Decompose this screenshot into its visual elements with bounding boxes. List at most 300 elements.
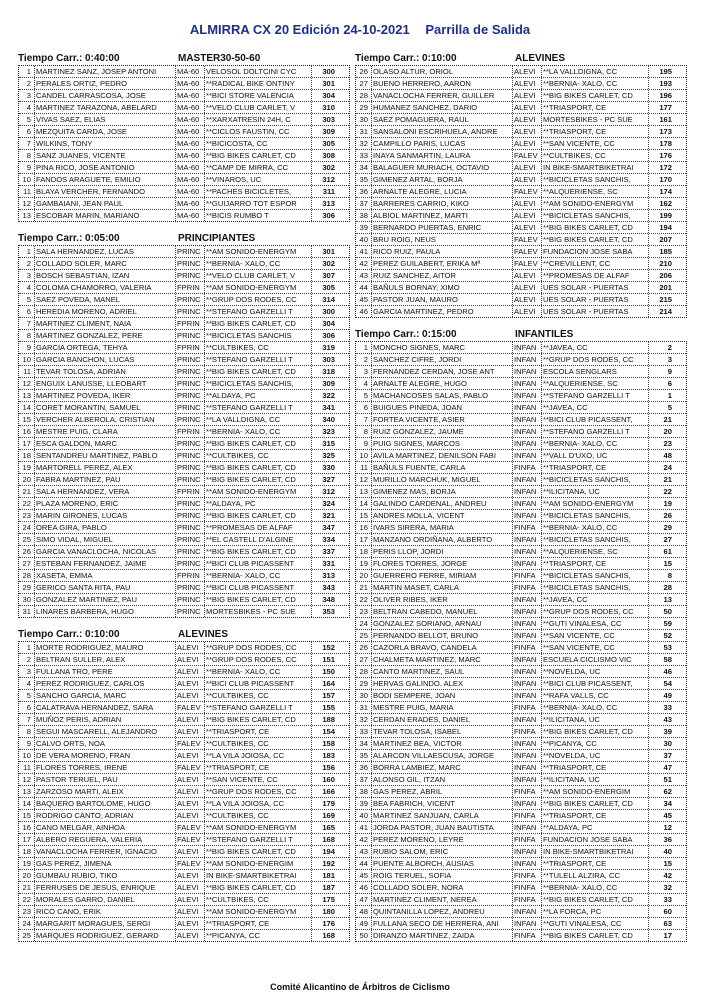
rider-name: BUENO HERRERO, AARON bbox=[372, 78, 513, 89]
start-position: 43 bbox=[356, 846, 372, 857]
rider-category: ALEVI bbox=[176, 798, 205, 809]
start-position: 28 bbox=[19, 570, 35, 581]
start-position: 1 bbox=[356, 342, 372, 353]
bib-number: 150 bbox=[322, 667, 335, 676]
rider-name: CORET MORANTIN, SAMUEL bbox=[35, 402, 176, 413]
bib-number: 177 bbox=[659, 103, 672, 112]
table-row bbox=[19, 546, 349, 558]
rider-name: BUIGUES PINEDA, JOAN bbox=[372, 402, 513, 413]
table-row bbox=[19, 282, 349, 294]
club-name: **BERNIA- XALO, CC bbox=[542, 702, 649, 713]
club-name: **BERNIA- XALO, CC bbox=[205, 666, 312, 677]
bib-number: 176 bbox=[322, 919, 335, 928]
start-position: 29 bbox=[356, 678, 372, 689]
rider-name: ALBERO REGUERA, VALERIA bbox=[35, 834, 176, 845]
start-grid-section bbox=[18, 52, 350, 222]
rider-category: FPRIN bbox=[176, 282, 205, 293]
club-name: **STEFANO GARZELLI T bbox=[205, 306, 312, 317]
club-name: **TRIASPORT, CE bbox=[542, 462, 649, 473]
bib-number: 313 bbox=[322, 199, 335, 208]
rider-name: BELTRAN SULLER, ALEX bbox=[35, 654, 176, 665]
table-row bbox=[356, 138, 686, 150]
rider-name: ALARCON VILLAESCUSA, JORGE bbox=[372, 750, 513, 761]
rider-category: INFAN bbox=[513, 678, 542, 689]
bib-number: 183 bbox=[322, 751, 335, 760]
start-position: 46 bbox=[356, 306, 372, 317]
rider-category: INFAN bbox=[513, 474, 542, 485]
start-position: 30 bbox=[356, 114, 372, 125]
rider-category: FINFA bbox=[513, 570, 542, 581]
rider-name: ZARZOSO MARTI, ALEIX bbox=[35, 786, 176, 797]
start-position: 25 bbox=[19, 930, 35, 941]
rider-name: WILKINS, TONY bbox=[35, 138, 176, 149]
start-position: 30 bbox=[19, 594, 35, 605]
table-row bbox=[19, 714, 349, 726]
rider-name: SAEZ POMAGUERA, RAUL bbox=[372, 114, 513, 125]
rider-name: PERNANDO BELLOT, BRUNO bbox=[372, 630, 513, 641]
club-name: **ILICITANA, UC bbox=[542, 714, 649, 725]
bib-number: 152 bbox=[322, 643, 335, 652]
start-position: 15 bbox=[19, 414, 35, 425]
table-row bbox=[356, 462, 686, 474]
bib-number: 178 bbox=[659, 139, 672, 148]
start-position: 39 bbox=[356, 222, 372, 233]
rider-name: BELTRAN CABEDO, MANUEL bbox=[372, 606, 513, 617]
bib-number: 27 bbox=[663, 535, 672, 544]
bib-number: 151 bbox=[322, 655, 335, 664]
rider-category: INFAN bbox=[513, 918, 542, 929]
rider-category: FPRIN bbox=[176, 426, 205, 437]
rider-name: ROIG TERUEL, SOFIA bbox=[372, 870, 513, 881]
table-row bbox=[356, 486, 686, 498]
rider-category: PRINC bbox=[176, 378, 205, 389]
rider-category: PRINC bbox=[176, 258, 205, 269]
start-position: 11 bbox=[19, 762, 35, 773]
bib-number: 304 bbox=[322, 319, 335, 328]
start-position: 11 bbox=[356, 462, 372, 473]
start-position: 6 bbox=[19, 702, 35, 713]
start-position: 37 bbox=[356, 198, 372, 209]
club-name: **AM SONIDO-ENERGYM bbox=[205, 486, 312, 497]
rider-category: MA-60 bbox=[176, 66, 205, 77]
rider-category: ALEVI bbox=[513, 198, 542, 209]
rider-name: CALATRAVA HERNANDEZ, SARA bbox=[35, 702, 176, 713]
table-row bbox=[356, 354, 686, 366]
rider-name: BAQUERO BARTOLOME, HUGO bbox=[35, 798, 176, 809]
table-row bbox=[19, 366, 349, 378]
bib-number: 322 bbox=[322, 391, 335, 400]
bib-number: 1 bbox=[667, 391, 672, 400]
start-position: 21 bbox=[19, 882, 35, 893]
club-name: **ILICITANA, UC bbox=[542, 774, 649, 785]
rider-category: ALEVI bbox=[513, 162, 542, 173]
start-position: 42 bbox=[356, 258, 372, 269]
table-row bbox=[356, 294, 686, 306]
table-row bbox=[356, 378, 686, 390]
bib-number: 305 bbox=[322, 283, 335, 292]
club-name: **BIG BIKES CARLET, CD bbox=[542, 894, 649, 905]
start-position: 8 bbox=[19, 330, 35, 341]
rider-name: CANDEL CARRASCOSA, JOSE bbox=[35, 90, 176, 101]
rider-name: VANACLOCHA FERRER, GUILLER bbox=[372, 90, 513, 101]
start-position: 23 bbox=[356, 606, 372, 617]
table-row bbox=[356, 78, 686, 90]
bib-number: 169 bbox=[322, 811, 335, 820]
start-position: 35 bbox=[356, 750, 372, 761]
club-name: **BICICLETAS SANCHIS, bbox=[542, 474, 649, 485]
rider-category: FINFA bbox=[513, 582, 542, 593]
start-position: 2 bbox=[19, 654, 35, 665]
bib-number: 315 bbox=[322, 439, 335, 448]
rider-category: FALEV bbox=[176, 858, 205, 869]
bib-number: 309 bbox=[322, 379, 335, 388]
start-grid-section bbox=[18, 628, 350, 942]
table-row bbox=[19, 582, 349, 594]
bib-number: 176 bbox=[659, 151, 672, 160]
rider-name: FORTEA VICENTE, ASIER bbox=[372, 414, 513, 425]
start-position: 23 bbox=[19, 510, 35, 521]
rider-category: FALEV bbox=[513, 258, 542, 269]
rider-category: FINFA bbox=[513, 882, 542, 893]
bib-number: 330 bbox=[322, 463, 335, 472]
start-position: 50 bbox=[356, 930, 372, 941]
club-name: **LA VILA JOIOSA, CC bbox=[205, 750, 312, 761]
rider-category: ALEVI bbox=[176, 918, 205, 929]
start-position: 8 bbox=[19, 150, 35, 161]
bib-number: 199 bbox=[659, 211, 672, 220]
page-title bbox=[0, 22, 720, 37]
bib-number: 21 bbox=[663, 415, 672, 424]
rider-name: SANCHEZ CIFRE, JORDI bbox=[372, 354, 513, 365]
table-row bbox=[19, 438, 349, 450]
table-row bbox=[19, 198, 349, 210]
table-row bbox=[356, 450, 686, 462]
rider-category: ALEVI bbox=[513, 294, 542, 305]
rider-category: FINFA bbox=[513, 642, 542, 653]
club-name: VELOSOL DOLTCINI CYC bbox=[205, 66, 312, 77]
table-row bbox=[19, 246, 349, 258]
club-name: **VALL D'UXO, UC bbox=[542, 450, 649, 461]
bib-number: 19 bbox=[663, 499, 672, 508]
rider-category: PRINC bbox=[176, 594, 205, 605]
bib-number: 13 bbox=[663, 595, 672, 604]
club-name: **AM SONIDO-ENERGYM bbox=[205, 246, 312, 257]
bib-number: 36 bbox=[663, 835, 672, 844]
rider-name: ANDRES MOLLA, VICENT bbox=[372, 510, 513, 521]
bib-number: 206 bbox=[659, 271, 672, 280]
club-name: **STEFANO GARZELLI T bbox=[205, 402, 312, 413]
category-name: MASTER30-50-60 bbox=[178, 53, 261, 64]
rider-name: RODRIGO CANTO, ADRIAN bbox=[35, 810, 176, 821]
start-position: 36 bbox=[356, 762, 372, 773]
rider-name: MARTINEZ POVEDA, IKER bbox=[35, 390, 176, 401]
rider-category: ALEVI bbox=[176, 750, 205, 761]
rider-name: PUIG SIGNES, MARCOS bbox=[372, 438, 513, 449]
rider-category: INFAN bbox=[513, 426, 542, 437]
table-row bbox=[19, 126, 349, 138]
club-name: **BERNIA- XALO, CC bbox=[542, 438, 649, 449]
right-column bbox=[355, 52, 687, 952]
start-position: 38 bbox=[356, 786, 372, 797]
start-position: 32 bbox=[356, 138, 372, 149]
start-position: 5 bbox=[19, 690, 35, 701]
club-name: **TRIASPORT, CE bbox=[542, 858, 649, 869]
start-position: 12 bbox=[356, 474, 372, 485]
rider-name: MORALES GARRO, DANIEL bbox=[35, 894, 176, 905]
rider-category: INFAN bbox=[513, 750, 542, 761]
section-header bbox=[355, 52, 687, 65]
rider-name: PINA RICO, JOSE ANTONIO bbox=[35, 162, 176, 173]
table-row bbox=[19, 810, 349, 822]
start-position: 20 bbox=[19, 474, 35, 485]
category-name: PRINCIPIANTES bbox=[178, 233, 256, 244]
rider-category: INFAN bbox=[513, 690, 542, 701]
bib-number: 196 bbox=[659, 91, 672, 100]
table-row bbox=[19, 78, 349, 90]
club-name: **TRIASPORT, CE bbox=[205, 918, 312, 929]
rider-name: SALA HERNANDEZ, VERA bbox=[35, 486, 176, 497]
bib-number: 327 bbox=[322, 475, 335, 484]
rider-name: DE VERA MORENO, FRAN bbox=[35, 750, 176, 761]
rider-category: PRINC bbox=[176, 306, 205, 317]
start-position: 24 bbox=[19, 918, 35, 929]
club-name: **ALQUERIENSE, SC bbox=[542, 546, 649, 557]
club-name: **BICICLETAS SANCHIS, bbox=[542, 510, 649, 521]
rider-category: ALEVI bbox=[176, 810, 205, 821]
bib-number: 175 bbox=[322, 895, 335, 904]
start-position: 48 bbox=[356, 906, 372, 917]
bib-number: 20 bbox=[663, 427, 672, 436]
rider-category: INFAN bbox=[513, 762, 542, 773]
rider-category: INFAN bbox=[513, 486, 542, 497]
rider-name: CERDAN ERADES, DANIEL bbox=[372, 714, 513, 725]
start-position: 18 bbox=[19, 846, 35, 857]
table-row bbox=[19, 174, 349, 186]
rider-category: ALEVI bbox=[513, 126, 542, 137]
start-position: 25 bbox=[19, 534, 35, 545]
rider-category: PRINC bbox=[176, 270, 205, 281]
rider-category: MA-60 bbox=[176, 186, 205, 197]
rider-category: FINFA bbox=[513, 786, 542, 797]
club-name: **BIG BIKES CARLET, CD bbox=[205, 546, 312, 557]
start-position: 32 bbox=[356, 714, 372, 725]
bib-number: 8 bbox=[667, 571, 672, 580]
section-header bbox=[18, 628, 350, 641]
club-name: **BIG BIKES CARLET, CD bbox=[205, 462, 312, 473]
table-row bbox=[19, 930, 349, 941]
club-name: **TRIASPORT, CE bbox=[542, 558, 649, 569]
club-name: **SAN VICENTE, CC bbox=[205, 774, 312, 785]
rider-name: CANTO MARTINEZ, SAUL bbox=[372, 666, 513, 677]
bib-number: 58 bbox=[663, 655, 672, 664]
table-row bbox=[19, 186, 349, 198]
rider-name: BORRA LAMBIEZ, MARC bbox=[372, 762, 513, 773]
club-name: **JAVEA, CC bbox=[542, 402, 649, 413]
bib-number: 3 bbox=[667, 355, 672, 364]
rider-category: PRINC bbox=[176, 246, 205, 257]
bib-number: 331 bbox=[322, 559, 335, 568]
race-time: Tiempo Carr.: 0:40:00 bbox=[18, 53, 120, 64]
table-row bbox=[19, 414, 349, 426]
start-position: 1 bbox=[19, 642, 35, 653]
table-row bbox=[356, 822, 686, 834]
start-position: 19 bbox=[19, 462, 35, 473]
rider-name: BLAYA VERCHER, FERNANDO bbox=[35, 186, 176, 197]
start-position: 3 bbox=[19, 90, 35, 101]
club-name: **CULTBIKES, CC bbox=[205, 342, 312, 353]
club-name: MORTESBIKES - PC SUE bbox=[205, 606, 312, 617]
club-name: **TRIASPORT, CE bbox=[542, 102, 649, 113]
start-position: 2 bbox=[19, 78, 35, 89]
bib-number: 302 bbox=[322, 163, 335, 172]
start-position: 5 bbox=[19, 114, 35, 125]
rider-name: GARCIA VANACLOCHA, NICOLAS bbox=[35, 546, 176, 557]
bib-number: 214 bbox=[659, 307, 672, 316]
start-position: 16 bbox=[19, 822, 35, 833]
start-position: 19 bbox=[19, 858, 35, 869]
bib-number: 185 bbox=[659, 247, 672, 256]
club-name: **BICICLETAS SANCHIS, bbox=[542, 582, 649, 593]
table-row bbox=[356, 582, 686, 594]
club-name: **ALDAYA, PC bbox=[542, 822, 649, 833]
start-position: 20 bbox=[356, 570, 372, 581]
bib-number: 348 bbox=[322, 595, 335, 604]
start-position: 13 bbox=[19, 390, 35, 401]
rider-name: MANZANO ORDIÑANA, ALBERTO bbox=[372, 534, 513, 545]
bib-number: 61 bbox=[663, 547, 672, 556]
start-position: 19 bbox=[356, 558, 372, 569]
bib-number: 5 bbox=[667, 403, 672, 412]
bib-number: 161 bbox=[659, 115, 672, 124]
table-row bbox=[356, 402, 686, 414]
start-position: 41 bbox=[356, 822, 372, 833]
bib-number: 166 bbox=[322, 787, 335, 796]
rider-name: RICO RUIZ, PAULA bbox=[372, 246, 513, 257]
start-position: 4 bbox=[356, 378, 372, 389]
club-name: **BICICOSTA, CC bbox=[205, 138, 312, 149]
rider-name: VIVAS SAEZ, ELIAS bbox=[35, 114, 176, 125]
bib-number: 156 bbox=[322, 763, 335, 772]
rider-category: PRINC bbox=[176, 522, 205, 533]
start-position: 9 bbox=[19, 738, 35, 749]
table-row bbox=[19, 606, 349, 617]
table-row bbox=[19, 138, 349, 150]
table-row bbox=[356, 630, 686, 642]
club-name: **STEFANO GARZELLI T bbox=[205, 702, 312, 713]
club-name: **TRIASPORT, CE bbox=[205, 726, 312, 737]
rider-category: MA-60 bbox=[176, 126, 205, 137]
club-name: **PROMESAS DE ALFAF bbox=[205, 522, 312, 533]
table-row bbox=[19, 426, 349, 438]
rider-category: INFAN bbox=[513, 498, 542, 509]
bib-number: 325 bbox=[322, 451, 335, 460]
rider-table bbox=[18, 641, 350, 942]
start-grid-section bbox=[355, 52, 687, 318]
bib-number: 40 bbox=[663, 847, 672, 856]
rider-name: VANACLOCHA FERRER, IGNACIO bbox=[35, 846, 176, 857]
table-row bbox=[19, 486, 349, 498]
club-name: **BIG BIKES CARLET, CD bbox=[205, 882, 312, 893]
bib-number: 37 bbox=[663, 751, 672, 760]
rider-category: FALEV bbox=[513, 234, 542, 245]
start-position: 12 bbox=[19, 198, 35, 209]
bib-number: 312 bbox=[322, 487, 335, 496]
table-row bbox=[19, 270, 349, 282]
rider-name: TEVAR TOLOSA, ISABEL bbox=[372, 726, 513, 737]
table-row bbox=[356, 894, 686, 906]
category-name: ALEVINES bbox=[515, 53, 566, 64]
rider-name: MARTINEZ SANJUAN, CARLA bbox=[372, 810, 513, 821]
start-position: 10 bbox=[356, 450, 372, 461]
bib-number: 194 bbox=[322, 847, 335, 856]
rider-name: HEREDIA MORENO, ADRIEL bbox=[35, 306, 176, 317]
bib-number: 187 bbox=[322, 883, 335, 892]
club-name: **GUTI VINALESA, CC bbox=[542, 918, 649, 929]
rider-category: PRINC bbox=[176, 330, 205, 341]
start-position: 3 bbox=[356, 366, 372, 377]
club-name: **PROMESAS DE ALFAF bbox=[542, 270, 649, 281]
rider-category: INFAN bbox=[513, 714, 542, 725]
club-name: **STEFANO GARZELLI T bbox=[205, 354, 312, 365]
bib-number: 15 bbox=[663, 559, 672, 568]
table-row bbox=[356, 786, 686, 798]
rider-name: VERCHER ALBEROLA, CRISTIAN bbox=[35, 414, 176, 425]
table-row bbox=[356, 198, 686, 210]
club-name: **BICIS RUMBO T bbox=[205, 210, 312, 221]
rider-category: INFAN bbox=[513, 618, 542, 629]
table-row bbox=[356, 642, 686, 654]
club-name: **LA VALLDIGNA, CC bbox=[205, 414, 312, 425]
rider-category: ALEVI bbox=[176, 906, 205, 917]
table-row bbox=[19, 294, 349, 306]
start-position: 11 bbox=[19, 366, 35, 377]
bib-number: 353 bbox=[322, 607, 335, 616]
table-row bbox=[19, 114, 349, 126]
start-position: 41 bbox=[356, 246, 372, 257]
rider-name: MARIN GIRONES, LUCAS bbox=[35, 510, 176, 521]
table-row bbox=[19, 894, 349, 906]
table-row bbox=[19, 690, 349, 702]
table-row bbox=[19, 318, 349, 330]
rider-name: SEGUI MASCARELL, ALEJANDRO bbox=[35, 726, 176, 737]
club-name: **AM SONIDO-ENERGIM bbox=[205, 858, 312, 869]
club-name: **AM SONIDO-ENERGYM bbox=[205, 282, 312, 293]
bib-number: 193 bbox=[659, 79, 672, 88]
table-row bbox=[356, 846, 686, 858]
table-row bbox=[356, 858, 686, 870]
bib-number: 43 bbox=[663, 715, 672, 724]
club-name: **CULTBIKES, CC bbox=[205, 450, 312, 461]
start-position: 17 bbox=[356, 534, 372, 545]
rider-category: FALEV bbox=[176, 762, 205, 773]
club-name: **NOVELDA, UC bbox=[542, 666, 649, 677]
table-row bbox=[19, 870, 349, 882]
start-position: 21 bbox=[356, 582, 372, 593]
rider-category: ALEVI bbox=[176, 930, 205, 941]
start-position: 26 bbox=[356, 642, 372, 653]
club-name: **RAFA VALLS, CC bbox=[542, 690, 649, 701]
bib-number: 49 bbox=[663, 691, 672, 700]
table-row bbox=[356, 282, 686, 294]
table-row bbox=[19, 594, 349, 606]
table-row bbox=[356, 90, 686, 102]
table-row bbox=[19, 378, 349, 390]
start-position: 30 bbox=[356, 690, 372, 701]
start-position: 31 bbox=[19, 606, 35, 617]
bib-number: 181 bbox=[322, 871, 335, 880]
bib-number: 323 bbox=[322, 427, 335, 436]
rider-name: ESCA GALDON, MARC bbox=[35, 438, 176, 449]
